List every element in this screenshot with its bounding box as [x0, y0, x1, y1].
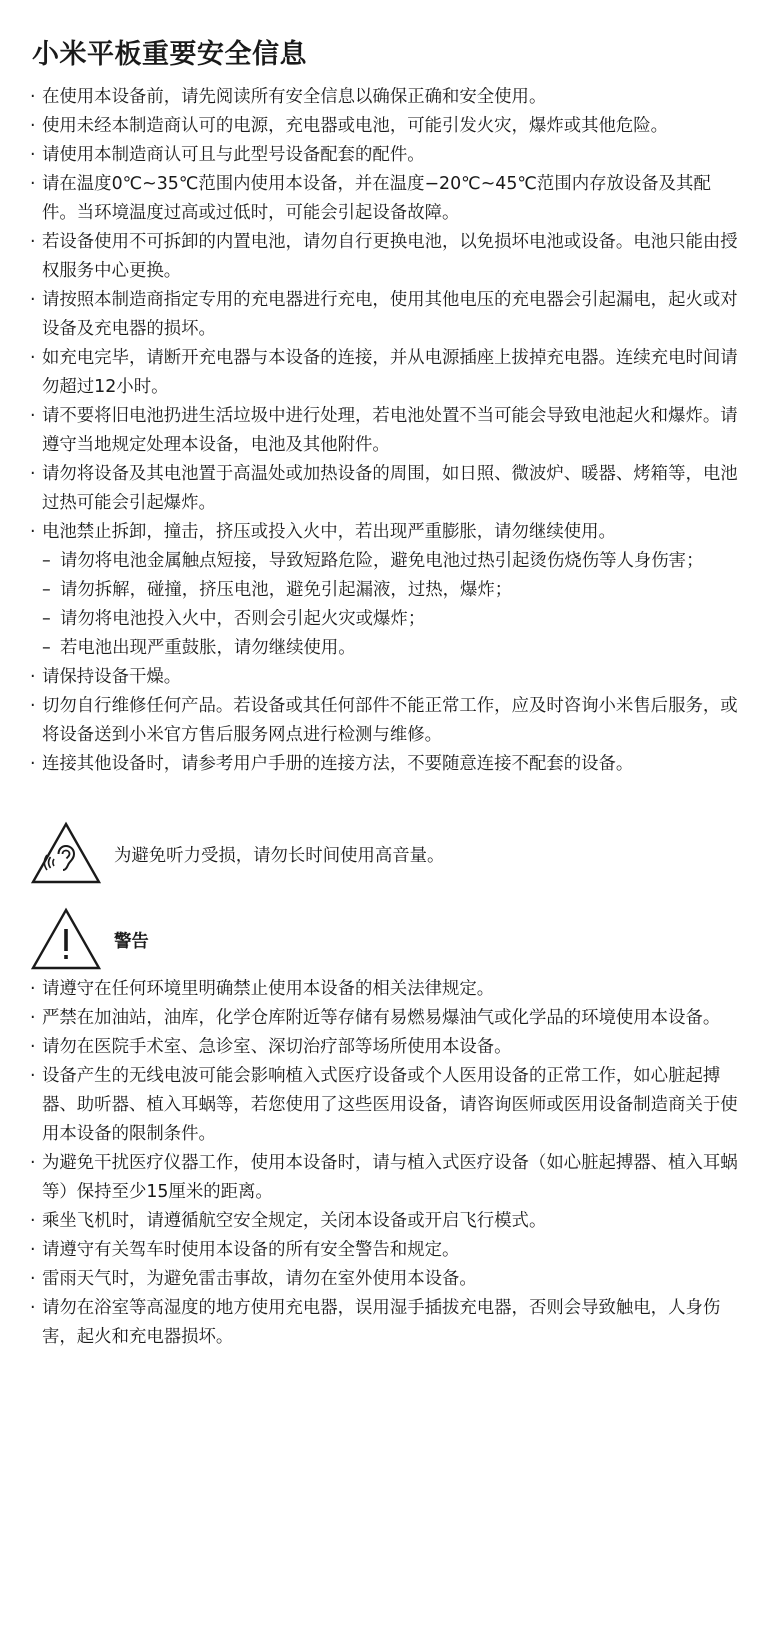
- list-item: · 请遵守有关驾车时使用本设备的所有安全警告和规定。: [30, 1236, 742, 1265]
- list-item: · 若设备使用不可拆卸的内置电池，请勿自行更换电池，以免损坏电池或设备。电池只能由授权服务中心更换。: [30, 228, 742, 286]
- list-item: · 请勿在医院手术室、急诊室、深切治疗部等场所使用本设备。: [30, 1033, 742, 1062]
- warning-label: 警告: [114, 931, 149, 952]
- list-item: · 请不要将旧电池扔进生活垃圾中进行处理，若电池处置不当可能会导致电池起火和爆炸。请遵守当地规定处理本设备，电池及其他附件。: [30, 402, 742, 460]
- safety-list: [30, 83, 742, 779]
- list-item: · 使用未经本制造商认可的电源，充电器或电池，可能引发火灾，爆炸或其他危险。: [30, 112, 742, 141]
- hearing-notice: [30, 817, 742, 889]
- warning-list: [30, 975, 742, 1352]
- exclamation-warning-icon: [30, 907, 102, 971]
- list-item: · 请按照本制造商指定专用的充电器进行充电，使用其他电压的充电器会引起漏电，起火或对设备及充电器的损坏。: [30, 286, 742, 344]
- warning-heading: [30, 903, 742, 975]
- hearing-warning-icon: [30, 821, 102, 885]
- sub-list-item: – 请勿拆解，碰撞，挤压电池，避免引起漏液，过热，爆炸；: [30, 576, 742, 605]
- list-item: · 设备产生的无线电波可能会影响植入式医疗设备或个人医用设备的正常工作，如心脏起搏器、助听器、植入耳蜗等，若您使用了这些医用设备，请咨询医师或医用设备制造商关于使用本设备的限制条件。: [30, 1062, 742, 1149]
- list-item: · 在使用本设备前，请先阅读所有安全信息以确保正确和安全使用。: [30, 83, 742, 112]
- list-item: · 请勿在浴室等高湿度的地方使用充电器，误用湿手插拔充电器，否则会导致触电，人身伤害，起火和充电器损坏。: [30, 1294, 742, 1352]
- list-item: · 为避免干扰医疗仪器工作，使用本设备时，请与植入式医疗设备（如心脏起搏器、植入耳蜗等）保持至少15厘米的距离。: [30, 1149, 742, 1207]
- list-item: · 请在温度0℃~35℃范围内使用本设备，并在温度−20℃~45℃范围内存放设备及其配件。当环境温度过高或过低时，可能会引起设备故障。: [30, 170, 742, 228]
- list-item: · 乘坐飞机时，请遵循航空安全规定，关闭本设备或开启飞行模式。: [30, 1207, 742, 1236]
- list-item: · 连接其他设备时，请参考用户手册的连接方法，不要随意连接不配套的设备。: [30, 750, 742, 779]
- list-item: · 请保持设备干燥。: [30, 663, 742, 692]
- list-item: · 严禁在加油站，油库，化学仓库附近等存储有易燃易爆油气或化学品的环境使用本设备。: [30, 1004, 742, 1033]
- page-title: 小米平板重要安全信息: [32, 39, 307, 70]
- list-item: · 切勿自行维修任何产品。若设备或其任何部件不能正常工作，应及时咨询小米售后服务，或将设备送到小米官方售后服务网点进行检测与维修。: [30, 692, 742, 750]
- sub-list-item: – 若电池出现严重鼓胀，请勿继续使用。: [30, 634, 742, 663]
- list-item: · 请遵守在任何环境里明确禁止使用本设备的相关法律规定。: [30, 975, 742, 1004]
- list-item: · 请使用本制造商认可且与此型号设备配套的配件。: [30, 141, 742, 170]
- list-item: · 如充电完毕，请断开充电器与本设备的连接，并从电源插座上拔掉充电器。连续充电时间请勿超过12小时。: [30, 344, 742, 402]
- sub-list-item: – 请勿将电池投入火中，否则会引起火灾或爆炸；: [30, 605, 742, 634]
- hearing-notice-text: 为避免听力受损，请勿长时间使用高音量。: [114, 845, 445, 866]
- sub-list-item: – 请勿将电池金属触点短接，导致短路危险，避免电池过热引起烫伤烧伤等人身伤害；: [30, 547, 742, 576]
- list-item: · 雷雨天气时，为避免雷击事故，请勿在室外使用本设备。: [30, 1265, 742, 1294]
- list-item: · 电池禁止拆卸，撞击，挤压或投入火中，若出现严重膨胀，请勿继续使用。: [30, 518, 742, 547]
- list-item: · 请勿将设备及其电池置于高温处或加热设备的周围，如日照、微波炉、暖器、烤箱等，电池过热可能会引起爆炸。: [30, 460, 742, 518]
